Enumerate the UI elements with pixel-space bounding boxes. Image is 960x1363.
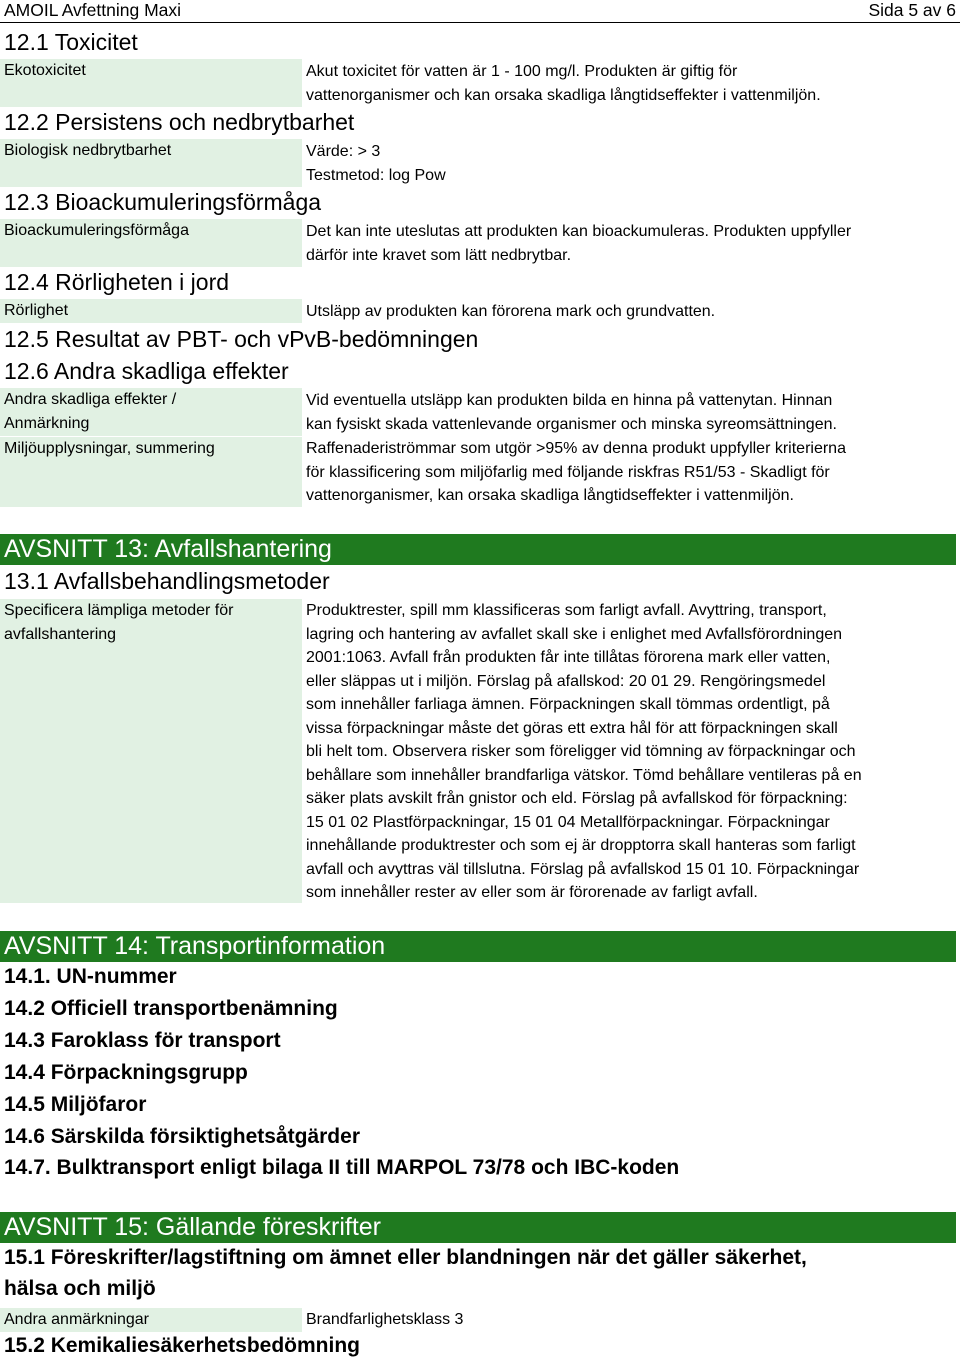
- heading-15-2: 15.2 Kemikaliesäkerhetsbedömning: [4, 1334, 360, 1357]
- text-line: vattenorganismer och kan orsaka skadliga långtidseffekter i vattenmiljön.: [306, 86, 821, 104]
- text-line: Raffenaderiströmmar som utgör >95% av denna produkt uppfyller kriterierna: [306, 440, 846, 457]
- text-line: Det kan inte uteslutas att produkten kan bioackumuleras. Produkten uppfyller: [306, 223, 852, 240]
- label-ekotoxicitet-text: Ekotoxicitet: [4, 62, 86, 79]
- text-line: Testmetod: log Pow: [306, 166, 446, 184]
- text-line: eller släppas ut i miljön. Förslag på afallskod: 20 01 29. Rengöringsmedel: [306, 672, 826, 690]
- section-15-bar: AVSNITT 15: Gällande föreskrifter: [0, 1212, 956, 1243]
- label-line: avfallshantering: [4, 625, 117, 643]
- label-andra-anmarkningar: [0, 1308, 302, 1332]
- value-rorlighet: [306, 300, 715, 324]
- label-andra-anmarkningar-text: Andra anmärkningar: [4, 1311, 149, 1328]
- label-line: Specificera lämpliga metoder för: [4, 602, 234, 619]
- text-line: Vid eventuella utsläpp kan produkten bilda en hinna på vattenytan. Hinnan: [306, 392, 833, 409]
- text-line: för klassificering som miljöfarlig med följande riskfras R51/53 - Skadligt för: [306, 463, 830, 481]
- heading-14-3: 14.3 Faroklass för transport: [4, 1029, 281, 1052]
- text-line: bli helt tom. Observera risker som föreligger vid tömning av förpackningar och: [306, 743, 856, 760]
- text-line: Brandfarlighetsklass 3: [306, 1311, 464, 1328]
- text-line: vissa förpackningar måste det göras ett extra hål för att förpackningen skall: [306, 719, 838, 737]
- heading-14-6: 14.6 Särskilda försiktighetsåtgärder: [4, 1125, 360, 1148]
- label-andra-skadliga-effekter: [0, 388, 302, 436]
- heading-12-6: 12.6 Andra skadliga effekter: [4, 358, 289, 384]
- value-andra-anmarkningar: [306, 1308, 463, 1332]
- heading-14-4: 14.4 Förpackningsgrupp: [4, 1061, 248, 1084]
- heading-12-1: 12.1 Toxicitet: [4, 29, 138, 55]
- text-line: behållare som innehåller brandfarliga vätskor. Tömd behållare ventileras på en: [306, 766, 862, 784]
- label-line: Andra skadliga effekter /: [4, 391, 177, 408]
- label-miljo-text: Miljöupplysningar, summering: [4, 440, 215, 457]
- text-line: lagring och hantering av avfallet skall ske i enlighet med Avfallsförordningen: [306, 625, 843, 643]
- section-13-bar: AVSNITT 13: Avfallshantering: [0, 534, 956, 565]
- header-divider: [0, 22, 960, 23]
- label-avfallsmetoder: [0, 599, 302, 903]
- text-line: Värde: > 3: [306, 143, 381, 160]
- heading-12-4: 12.4 Rörligheten i jord: [4, 269, 230, 295]
- label-rorlighet-text: Rörlighet: [4, 302, 69, 319]
- text-line: därför inte kravet som lätt nedbrytbar.: [306, 246, 572, 264]
- text-line: som innehåller farliaga ämnen. Förpackningen skall tömmas ordentligt, på: [306, 696, 830, 713]
- heading-15-1-line-1: 15.1 Föreskrifter/lagstiftning om ämnet eller blandningen när det gäller säkerhet,: [4, 1246, 807, 1269]
- value-bioackumuleringsformaga: [306, 220, 851, 267]
- value-avfallsmetoder: [306, 599, 862, 905]
- page-number: Sida 5 av 6: [868, 0, 956, 20]
- text-line: säker plats avskilt från gnistor och eld. Förslag på avfallskod för förpackning:: [306, 790, 848, 807]
- section-14-bar: AVSNITT 14: Transportinformation: [0, 931, 956, 962]
- label-rorlighet: [0, 299, 302, 323]
- value-biologisk-nedbrytbarhet: [306, 140, 446, 187]
- heading-12-3: 12.3 Bioackumuleringsförmåga: [4, 189, 322, 215]
- heading-14-1: 14.1. UN-nummer: [4, 965, 177, 988]
- label-biologisk-text: Biologisk nedbrytbarhet: [4, 142, 172, 159]
- text-line: innehållande produktrester och som ej är dropptorra skall hanteras som farligt: [306, 837, 856, 854]
- text-line: som innehåller rester av eller som är förorenade av farligt avfall.: [306, 884, 758, 901]
- heading-14-2: 14.2 Officiell transportbenämning: [4, 997, 338, 1020]
- text-line: kan fysiskt skada vattenlevande organismer och minska syreomsättningen.: [306, 415, 837, 433]
- heading-14-5: 14.5 Miljöfaror: [4, 1093, 147, 1116]
- text-line: vattenorganismer, kan orsaka skadliga långtidseffekter i vattenmiljön.: [306, 487, 794, 504]
- value-miljoupplysningar: [306, 437, 846, 508]
- document-title: AMOIL Avfettning Maxi: [4, 0, 182, 20]
- label-bioackumuleringsformaga: [0, 219, 302, 267]
- value-ekotoxicitet: [306, 60, 821, 107]
- label-biologisk-nedbrytbarhet: [0, 139, 302, 187]
- value-andra-skadliga-effekter: [306, 389, 837, 436]
- heading-12-2: 12.2 Persistens och nedbrytbarhet: [4, 109, 355, 135]
- text-line: avfall och avyttras väl tillslutna. Förslag på avfallskod 15 01 10. Förpackningar: [306, 860, 860, 878]
- heading-14-7: 14.7. Bulktransport enligt bilaga II till MARPOL 73/78 och IBC-koden: [4, 1156, 680, 1179]
- heading-15-1-line-2: hälsa och miljö: [4, 1277, 156, 1300]
- text-line: Akut toxicitet för vatten är 1 - 100 mg/l. Produkten är giftig för: [306, 63, 738, 80]
- heading-13-1: 13.1 Avfallsbehandlingsmetoder: [4, 568, 330, 594]
- label-miljoupplysningar: [0, 437, 302, 507]
- text-line: 15 01 02 Plastförpackningar, 15 01 04 Metallförpackningar. Förpackningar: [306, 813, 830, 831]
- label-bioack-text: Bioackumuleringsförmåga: [4, 222, 189, 239]
- label-ekotoxicitet: [0, 59, 302, 107]
- text-line: 2001:1063. Avfall från produkten får inte tillåtas förorena mark eller vatten,: [306, 649, 831, 666]
- text-line: Produktrester, spill mm klassificeras som farligt avfall. Avyttring, transport,: [306, 602, 827, 619]
- text-line: Utsläpp av produkten kan förorena mark och grundvatten.: [306, 303, 716, 320]
- label-line: Anmärkning: [4, 414, 90, 432]
- heading-12-5: 12.5 Resultat av PBT- och vPvB-bedömningen: [4, 326, 479, 352]
